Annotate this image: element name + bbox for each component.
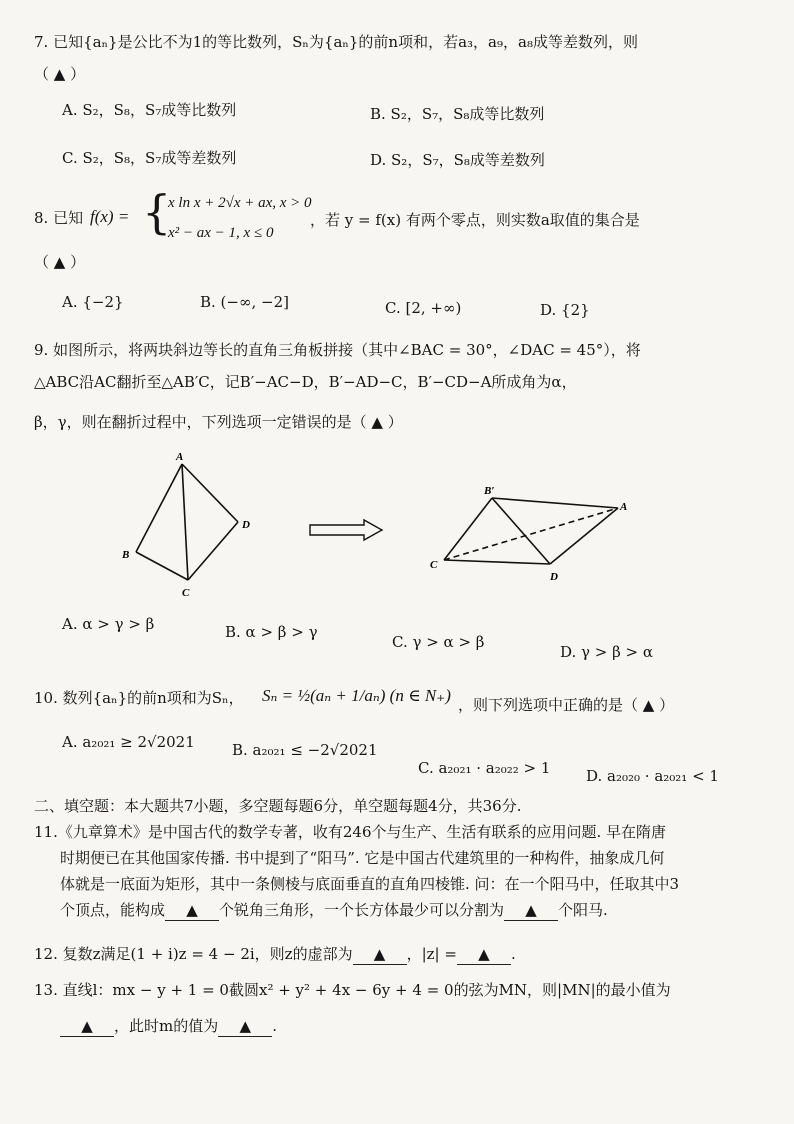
- label-a: A: [620, 501, 628, 513]
- q12-mid: ，|z| =: [406, 945, 457, 963]
- q10-suffix: ，则下列选项中正确的是（ ▲ ）: [458, 696, 675, 714]
- q10-option-c: C. a₂₀₂₁ · a₂₀₂₂ > 1: [418, 759, 551, 777]
- q13-blank-2[interactable]: ▲: [218, 1016, 272, 1037]
- label-b: B: [122, 549, 130, 561]
- q8-brace: {: [142, 185, 172, 239]
- q10-option-d: D. a₂₀₂₀ · a₂₀₂₁ < 1: [586, 767, 719, 785]
- label-a: A: [176, 451, 184, 463]
- q8-option-c: C. [2, +∞): [385, 299, 462, 317]
- q8-prefix: 8. 已知: [34, 209, 84, 227]
- q8-case-2: x² − ax − 1, x ≤ 0: [168, 225, 274, 241]
- q8-case-1: x ln x + 2√x + ax, x > 0: [168, 195, 312, 211]
- edge-dc: [188, 522, 238, 580]
- fold-arrow-icon: [308, 518, 386, 542]
- edge-c-d: [444, 560, 550, 564]
- edge-ad: [182, 464, 238, 522]
- q13-line-2: [60, 1016, 277, 1037]
- q9-option-b: B. α > β > γ: [225, 623, 318, 641]
- q12-blank-1[interactable]: ▲: [353, 944, 407, 965]
- q7-option-b: B. S₂，S₇，S₈成等比数列: [370, 105, 545, 123]
- edge-ac: [182, 464, 188, 580]
- label-d: D: [242, 519, 250, 531]
- q11-text-a: 个顶点，能构成: [60, 901, 166, 919]
- edge-b-a: [492, 498, 618, 508]
- q13-line-1: 13. 直线l：mx − y + 1 = 0截圆x² + y² + 4x − 6y + 4 = 0的弦为MN，则|MN|的最小值为: [34, 981, 671, 999]
- edge-bc: [136, 552, 188, 580]
- q9-line-3: β，γ，则在翻折过程中，下列选项一定错误的是（ ▲ ）: [34, 413, 403, 431]
- edge-ab: [136, 464, 182, 552]
- q7-option-a: A. S₂，S₈，S₇成等比数列: [62, 101, 237, 119]
- q12-text: 12. 复数z满足(1 + i)z = 4 − 2i，则z的虚部为: [34, 945, 353, 963]
- q8-function-name: f(x) =: [90, 207, 130, 226]
- q11-blank-2[interactable]: ▲: [504, 900, 558, 921]
- q11-text-c: 个阳马.: [558, 901, 608, 919]
- q11-line-4: [60, 900, 608, 921]
- q11-line-1: 11.《九章算术》是中国古代的数学专著，收有246个与生产、生活有联系的应用问题. 早在隋唐: [34, 823, 667, 841]
- q11-line-3: 体就是一底面为矩形，其中一条侧棱与底面垂直的直角四棱锥. 问：在一个阳马中，任取其中3: [60, 875, 680, 893]
- q9-line-2: △ABC沿AC翻折至△AB′C，记B′−AC−D，B′−AD−C，B′−CD−A所成角为α，: [34, 373, 577, 391]
- q8-suffix: ，若 y = f(x) 有两个零点，则实数a取值的集合是: [310, 211, 640, 229]
- q12-blank-2[interactable]: ▲: [457, 944, 511, 965]
- q13-text: ，此时m的值为: [114, 1017, 219, 1035]
- q8-option-a: A. {−2}: [62, 293, 124, 311]
- q9-option-c: C. γ > α > β: [392, 633, 485, 651]
- section-fill-in-heading: 二、填空题：本大题共7小题，多空题每题6分，单空题每题4分，共36分.: [34, 797, 522, 815]
- q7-answer-paren: （ ▲ ）: [34, 65, 86, 83]
- q10-option-b: B. a₂₀₂₁ ≤ −2√2021: [232, 741, 378, 759]
- q9-option-a: A. α > γ > β: [62, 615, 155, 633]
- q8-answer-paren: （ ▲ ）: [34, 253, 86, 271]
- q13-end: .: [272, 1017, 278, 1035]
- edge-d-a: [550, 508, 618, 564]
- label-d: D: [550, 571, 558, 583]
- q8-option-d: D. {2}: [540, 301, 590, 319]
- q11-line-2: 时期便已在其他国家传播. 书中提到了“阳马”. 它是中国古代建筑里的一种构件，抽象成几何: [60, 849, 665, 867]
- q9-figure-unfolded: [110, 448, 270, 603]
- label-c: C: [430, 559, 438, 571]
- edge-c-a-dashed: [444, 508, 618, 560]
- q11-blank-1[interactable]: ▲: [165, 900, 219, 921]
- q12-end: .: [510, 945, 516, 963]
- label-c: C: [182, 587, 190, 599]
- q9-figure-folded: [420, 478, 640, 588]
- q7-option-d: D. S₂，S₇，S₈成等差数列: [370, 151, 545, 169]
- q11-text-b: 个锐角三角形，一个长方体最少可以分割为: [219, 901, 505, 919]
- q7-stem: 7. 已知{aₙ}是公比不为1的等比数列，Sₙ为{aₙ}的前n项和，若a₃，a₉，a₈成等差数列，则: [34, 33, 638, 51]
- q10-prefix: 10. 数列{aₙ}的前n项和为Sₙ，: [34, 689, 244, 707]
- q9-line-1: 9. 如图所示，将两块斜边等长的直角三角板拼接（其中∠BAC = 30°，∠DAC = 45°），将: [34, 341, 641, 359]
- q9-option-d: D. γ > β > α: [560, 643, 654, 661]
- q12-line: [34, 944, 516, 965]
- q13-blank-1[interactable]: ▲: [60, 1016, 114, 1037]
- q10-option-a: A. a₂₀₂₁ ≥ 2√2021: [62, 733, 195, 751]
- label-b-prime: B′: [484, 485, 495, 497]
- q7-option-c: C. S₂，S₈，S₇成等差数列: [62, 149, 237, 167]
- q10-formula: Sₙ = ½(aₙ + 1/aₙ) (n ∈ N₊): [262, 686, 451, 705]
- q8-option-b: B. (−∞, −2]: [200, 293, 289, 311]
- edge-b-c: [444, 498, 492, 560]
